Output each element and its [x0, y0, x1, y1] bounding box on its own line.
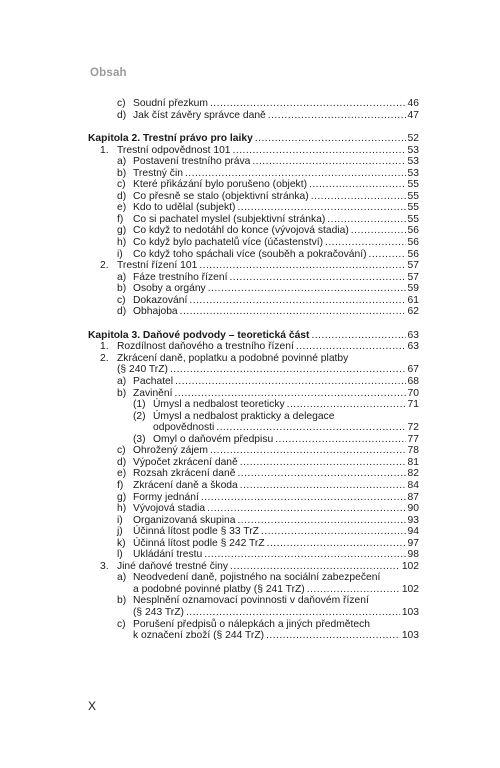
toc-entry-number: c): [117, 445, 126, 457]
running-head: Obsah: [90, 67, 127, 79]
toc-entry-number: c): [117, 98, 126, 109]
toc-entry-title: Porušení předpisů o nálepkách a jiných předmětech: [133, 618, 370, 630]
toc-entry[interactable]: [88, 630, 419, 642]
dot-leader: [311, 330, 405, 342]
toc-page-number: 56: [407, 225, 419, 237]
toc-page-number: 72: [407, 422, 419, 434]
toc-entry[interactable]: [88, 422, 419, 434]
toc-entry[interactable]: [88, 399, 419, 411]
toc-entry[interactable]: [88, 353, 419, 365]
dot-leader: [186, 607, 400, 619]
dot-leader: [180, 306, 406, 318]
toc-entry[interactable]: [88, 538, 419, 550]
dot-leader: [307, 584, 400, 596]
dot-leader: [175, 376, 405, 388]
toc-entry-title: Soudní přezkum: [133, 98, 208, 109]
toc-entry[interactable]: [88, 492, 419, 504]
toc-page-number: 93: [407, 514, 419, 526]
toc-page-number: 62: [407, 306, 419, 318]
toc-entry-number: d): [117, 109, 127, 121]
dot-leader: [233, 145, 406, 157]
toc-page-number: 103: [401, 630, 419, 642]
toc-entry-title: Účinná lítost podle § 33 TrZ: [133, 526, 259, 538]
toc-entry[interactable]: [88, 98, 419, 110]
toc-entry-title: Co když to nedotáhl do konce (vývojová stadia): [133, 225, 349, 237]
toc-page-number: 63: [407, 329, 419, 341]
toc-page-number: 56: [407, 248, 419, 260]
toc-entry-title: Neodvedení daně, pojistného na sociální zabezpečení: [133, 572, 381, 584]
toc-entry-title: Které přikázání bylo porušeno (objekt): [133, 179, 307, 191]
toc-chapter[interactable]: [88, 330, 419, 342]
toc-entry[interactable]: [88, 237, 419, 249]
toc-entry-title: Úmysl a nedbalost teoreticky: [153, 399, 285, 411]
toc-entry[interactable]: [88, 260, 419, 272]
toc-entry-number: c): [117, 179, 126, 191]
toc-entry-number: 2.: [100, 260, 109, 272]
toc-entry-title: Vývojová stadia: [133, 503, 206, 515]
toc-entry[interactable]: [88, 607, 419, 619]
toc-entry-title: Jak číst závěry správce daně: [133, 109, 266, 121]
toc-entry-number: 1.: [100, 144, 109, 156]
dot-leader: [275, 434, 405, 446]
toc-page-number: 98: [407, 549, 419, 561]
toc-entry-number: i): [117, 248, 123, 260]
toc-page-number: 55: [407, 213, 419, 225]
toc-entry-number: 2.: [100, 352, 109, 364]
dot-leader: [327, 214, 405, 226]
dot-leader: [201, 492, 406, 504]
toc-page-number: 53: [407, 156, 419, 168]
dot-leader: [210, 98, 406, 110]
toc-entry[interactable]: [88, 549, 419, 561]
toc-entry-number: b): [117, 167, 127, 179]
toc-entry-title: Co přesně se stalo (objektivní stránka): [133, 190, 309, 202]
toc-page-number: 56: [407, 237, 419, 249]
toc-page-number: 52: [407, 133, 419, 145]
toc-entry-title: Dokazování: [133, 294, 188, 306]
toc-entry-title: Pachatel: [133, 376, 174, 388]
dot-leader: [207, 503, 405, 515]
toc-entry-title: Ohrožený zájem: [133, 445, 208, 457]
toc-entry-number: h): [117, 237, 127, 249]
toc-page-number: 55: [407, 190, 419, 202]
toc-page-number: 55: [407, 202, 419, 214]
toc-entry[interactable]: [88, 272, 419, 284]
toc-entry-number: f): [117, 479, 124, 491]
toc-page-number: 77: [407, 433, 419, 445]
toc-entry[interactable]: [88, 295, 419, 307]
dot-leader: [325, 237, 406, 249]
dot-leader: [189, 295, 405, 307]
toc-entry[interactable]: [88, 468, 419, 480]
toc-entry-title: Osoby a orgány: [133, 283, 206, 295]
toc-entry[interactable]: [88, 445, 419, 457]
toc-entry-number: 1.: [100, 341, 109, 353]
toc-page-number: 78: [407, 445, 419, 457]
toc-entry-number: d): [117, 456, 127, 468]
toc-entry[interactable]: [88, 225, 419, 237]
dot-leader: [351, 225, 406, 237]
toc-entry-number: c): [117, 618, 126, 630]
toc-entry-title: a podobné povinné platby (§ 241 TrZ): [133, 583, 305, 595]
toc-entry-title: Zkrácení daně a škoda: [133, 479, 238, 491]
toc-entry-number: 3.: [100, 560, 109, 572]
dot-leader: [216, 422, 405, 434]
toc-page-number: 94: [407, 526, 419, 538]
dot-leader: [261, 526, 406, 538]
toc-entry-title: Obhajoba: [133, 306, 178, 318]
toc-entry-number: g): [117, 491, 127, 503]
toc-page-number: 68: [407, 376, 419, 388]
toc-entry-number: e): [117, 202, 127, 214]
dot-leader: [237, 515, 405, 527]
toc-entry-number: c): [117, 294, 126, 306]
section-gap: [88, 121, 419, 133]
toc-entry-title: Úmysl a nedbalost prakticky a delegace: [153, 410, 335, 422]
dot-leader: [170, 364, 406, 376]
toc-page-number: 102: [401, 583, 419, 595]
toc-page-number: 81: [407, 456, 419, 468]
toc-entry-title: Omyl o daňovém předpisu: [153, 433, 274, 445]
dot-leader: [240, 480, 406, 492]
toc-entry-title: Rozdílnost daňového a trestního řízení: [117, 341, 294, 353]
toc-entry-number: d): [117, 306, 127, 318]
toc-page-number: 57: [407, 260, 419, 272]
table-of-contents: [88, 98, 419, 642]
toc-entry-title: Organizovaná skupina: [133, 514, 236, 526]
toc-entry-title: (§ 243 TrZ): [133, 606, 184, 618]
toc-entry[interactable]: [88, 526, 419, 538]
toc-entry-title: Postavení trestního práva: [133, 156, 251, 168]
toc-entry[interactable]: [88, 376, 419, 388]
toc-entry[interactable]: [88, 503, 419, 515]
toc-entry[interactable]: [88, 306, 419, 318]
dot-leader: [210, 445, 406, 457]
toc-chapter[interactable]: [88, 133, 419, 145]
toc-entry[interactable]: [88, 388, 419, 400]
section-gap: [88, 318, 419, 330]
toc-entry-number: e): [117, 468, 127, 480]
toc-page-number: 71: [407, 399, 419, 411]
dot-leader: [199, 260, 405, 272]
dot-leader: [267, 538, 406, 550]
toc-entry[interactable]: [88, 145, 419, 157]
toc-entry-number: (1): [133, 399, 146, 411]
toc-entry-number: d): [117, 190, 127, 202]
toc-entry-title: Nesplnění oznamovací povinnosti v daňovém řízení: [133, 595, 369, 607]
dot-leader: [240, 457, 406, 469]
toc-page-number: 82: [407, 468, 419, 480]
toc-entry[interactable]: [88, 457, 419, 469]
toc-entry-title: k označení zboží (§ 244 TrZ): [133, 630, 265, 642]
toc-entry-number: b): [117, 595, 127, 607]
toc-entry-title: Kdo to udělal (subjekt): [133, 202, 236, 214]
dot-leader: [287, 399, 406, 411]
toc-page-number: 90: [407, 503, 419, 515]
toc-entry-title: odpovědnosti: [153, 422, 215, 434]
toc-entry-number: g): [117, 225, 127, 237]
toc-page-number: 53: [407, 167, 419, 179]
toc-entry-number: f): [117, 213, 124, 225]
toc-entry-number: k): [117, 537, 126, 549]
toc-entry-title: Zavinění: [133, 387, 173, 399]
toc-entry-title: Ukládání trestu: [133, 549, 203, 561]
toc-page-number: 47: [407, 109, 419, 121]
toc-entry-number: (3): [133, 433, 146, 445]
toc-entry[interactable]: [88, 480, 419, 492]
page-number: X: [88, 699, 97, 713]
toc-entry[interactable]: [88, 168, 419, 180]
toc-entry-number: a): [117, 156, 127, 168]
toc-page-number: 63: [407, 341, 419, 353]
toc-entry[interactable]: [88, 214, 419, 226]
toc-entry-number: l): [117, 549, 123, 561]
dot-leader: [208, 283, 406, 295]
toc-entry-title: Jiné daňové trestné činy: [117, 560, 229, 572]
toc-page-number: 84: [407, 479, 419, 491]
dot-leader: [255, 133, 406, 145]
toc-entry[interactable]: [88, 364, 419, 376]
toc-page-number: 103: [401, 606, 419, 618]
dot-leader: [268, 110, 406, 122]
toc-entry[interactable]: [88, 572, 419, 584]
dot-leader: [237, 468, 405, 480]
dot-leader: [369, 249, 406, 261]
toc-entry-title: Výpočet zkrácení daně: [133, 456, 238, 468]
dot-leader: [204, 549, 405, 561]
dot-leader: [229, 272, 405, 284]
toc-entry-number: h): [117, 503, 127, 515]
toc-entry[interactable]: [88, 202, 419, 214]
toc-entry-title: Kapitola 2. Trestní právo pro laiky: [88, 133, 253, 145]
toc-page-number: 87: [407, 491, 419, 503]
toc-entry[interactable]: [88, 283, 419, 295]
toc-entry[interactable]: [88, 434, 419, 446]
toc-entry-number: i): [117, 514, 123, 526]
dot-leader: [175, 388, 406, 400]
toc-page-number: 46: [407, 98, 419, 109]
toc-entry-number: b): [117, 283, 127, 295]
dot-leader: [311, 191, 406, 203]
toc-entry[interactable]: [88, 156, 419, 168]
toc-entry-title: (§ 240 TrZ): [117, 364, 168, 376]
toc-entry[interactable]: [88, 595, 419, 607]
dot-leader: [237, 202, 405, 214]
toc-entry-number: a): [117, 572, 127, 584]
toc-entry-title: Trestní odpovědnost 101: [117, 144, 231, 156]
toc-entry[interactable]: [88, 584, 419, 596]
toc-entry-title: Trestní řízení 101: [117, 260, 198, 272]
toc-entry-title: Účinná lítost podle § 242 TrZ: [133, 537, 265, 549]
toc-entry[interactable]: [88, 179, 419, 191]
toc-entry[interactable]: [88, 341, 419, 353]
toc-entry-title: Kapitola 3. Daňové podvody – teoretická část: [88, 329, 310, 341]
toc-page-number: 70: [407, 387, 419, 399]
dot-leader: [252, 156, 405, 168]
dot-leader: [230, 561, 400, 573]
toc-entry-title: Co když toho spáchali více (souběh a pokračování): [133, 248, 367, 260]
toc-page-number: 102: [401, 560, 419, 572]
toc-entry-number: (2): [133, 410, 146, 422]
toc-entry-number: a): [117, 271, 127, 283]
toc-page-number: 59: [407, 283, 419, 295]
toc-entry-title: Zkrácení daně, poplatku a podobné povinné platby: [117, 352, 349, 364]
toc-entry-title: Formy jednání: [133, 491, 199, 503]
toc-entry[interactable]: [88, 561, 419, 573]
toc-entry-title: Co si pachatel myslel (subjektivní stránka): [133, 213, 326, 225]
toc-page-number: 55: [407, 179, 419, 191]
dot-leader: [296, 341, 406, 353]
toc-entry[interactable]: [88, 515, 419, 527]
toc-entry-number: b): [117, 387, 127, 399]
toc-page-number: 67: [407, 364, 419, 376]
dot-leader: [309, 179, 406, 191]
toc-page-number: 97: [407, 537, 419, 549]
toc-entry[interactable]: [88, 191, 419, 203]
toc-entry-number: j): [117, 526, 123, 538]
toc-entry-title: Trestný čin: [133, 167, 183, 179]
toc-entry[interactable]: [88, 619, 419, 631]
toc-entry[interactable]: [88, 411, 419, 423]
toc-entry[interactable]: [88, 110, 419, 122]
toc-entry-title: Rozsah zkrácení daně: [133, 468, 236, 480]
toc-page-number: 53: [407, 144, 419, 156]
toc-page-number: 57: [407, 271, 419, 283]
toc-entry[interactable]: [88, 249, 419, 261]
toc-entry-number: a): [117, 376, 127, 388]
toc-page-number: 61: [407, 294, 419, 306]
toc-entry-title: Co když bylo pachatelů více (účastenství): [133, 237, 324, 249]
toc-entry-title: Fáze trestního řízení: [133, 271, 228, 283]
dot-leader: [266, 630, 400, 642]
dot-leader: [185, 168, 406, 180]
